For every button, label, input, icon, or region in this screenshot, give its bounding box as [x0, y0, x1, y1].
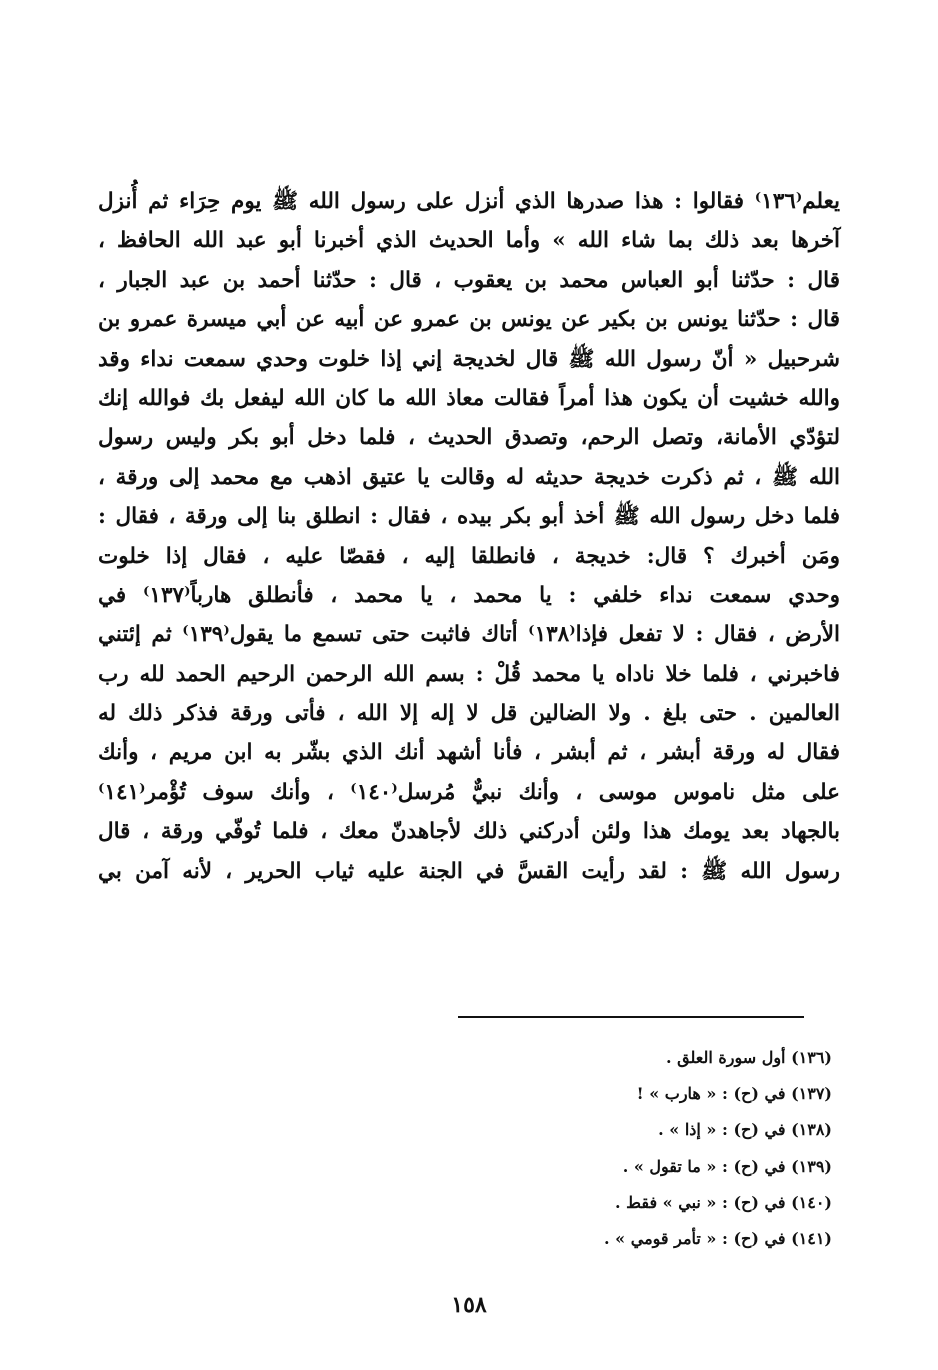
text-line: على مثل ناموس موسى ، وأنك نبيٌّ مُرسل⁽١٤٠⁾ ، وأنك سوف تُؤْمر⁽١٤١⁾ — [98, 779, 840, 805]
text-line: فاخبرني ، فلما خلا ناداه يا محمد قُلْ : بسم الله الرحمن الرحيم الحمد لله رب — [98, 661, 840, 687]
footnote-item: (١٣٩) في (ح) : « ما تقول » . — [622, 1156, 832, 1176]
text-line: العالمين . حتى بلغ . ولا الضالين قل لا إله إلا الله ، فأتى ورقة فذكر ذلك له — [98, 701, 840, 727]
text-line: فقال له ورقة أبشر ، ثم أبشر ، فأنا أشهد أنك الذي بشّر به ابن مريم ، وأنك — [98, 740, 840, 766]
text-line: الله ﷺ ، ثم ذكرت خديجة حديثه له وقالت يا عتيق اذهب مع محمد إلى ورقة ، — [98, 464, 840, 490]
text-line: بالجهاد بعد يومك هذا ولئن أدركني ذلك لأجاهدنّ معك ، فلما تُوفّي ورقة ، قال — [98, 819, 840, 845]
main-text — [98, 182, 840, 891]
text-line: آخرها بعد ذلك بما شاء الله » وأما الحديث الذي أخبرنا أبو عبد الله الحافظ ، — [98, 228, 840, 254]
footnote-item: (١٣٦) أول سورة العلق . — [665, 1048, 832, 1067]
text-line: رسول الله ﷺ : لقد رأيت القسَّ في الجنة عليه ثياب الحرير ، لأنه آمن بي — [98, 858, 840, 884]
footnotes — [400, 1040, 832, 1257]
footnote-separator — [458, 1016, 804, 1018]
footnote-item: (١٤١) في (ح) : « تأمر قومي » . — [604, 1228, 832, 1248]
text-line: والله خشيت أن يكون هذا أمراً فقالت معاذ الله ما كان الله ليفعل بك فوالله إنك — [98, 385, 840, 411]
text-line: ومَن أخبرك ؟ قال: خديجة ، فانطلقا إليه ، فقصّا عليه ، فقال إذا خلوت — [98, 543, 840, 569]
text-line: وحدي سمعت نداء خلفي : يا محمد ، يا محمد ، فأنطلق هارباً⁽١٣٧⁾ في — [98, 582, 840, 608]
text-line: يعلم⁽١٣٦⁾ فقالوا : هذا صدرها الذي أنزل على رسول الله ﷺ يوم حِرَاء ثم أُنزل — [98, 189, 840, 214]
footnote-item: (١٣٧) في (ح) : « هارب » ! — [636, 1084, 832, 1104]
text-line: قال : حدّثنا أبو العباس محمد بن يعقوب ، قال : حدّثنا أحمد بن عبد الجبار ، — [98, 267, 840, 293]
footnote-item: (١٤٠) في (ح) : « نبي » فقط . — [615, 1192, 832, 1212]
text-line: الأرض ، فقال : لا تفعل فإذا⁽١٣٨⁾ أتاك فاثبت حتى تسمع ما يقول⁽١٣٩⁾ ثم إئتني — [98, 622, 840, 648]
text-line: لتؤدّي الأمانة، وتصل الرحم، وتصدق الحديث ، فلما دخل أبو بكر وليس رسول — [98, 425, 840, 451]
footnote-item: (١٣٨) في (ح) : « إذا » . — [658, 1120, 832, 1140]
text-line: فلما دخل رسول الله ﷺ أخذ أبو بكر بيده ، فقال : انطلق بنا إلى ورقة ، فقال : — [98, 504, 840, 530]
text-line: شرحبيل « أنّ رسول الله ﷺ قال لخديجة إني إذا خلوت وحدي سمعت نداء وقد — [98, 346, 840, 372]
page-number: ١٥٨ — [451, 1292, 487, 1318]
text-line: قال : حدّثنا يونس بن بكير عن يونس بن عمرو عن أبيه عن أبي ميسرة عمرو بن — [98, 307, 840, 333]
